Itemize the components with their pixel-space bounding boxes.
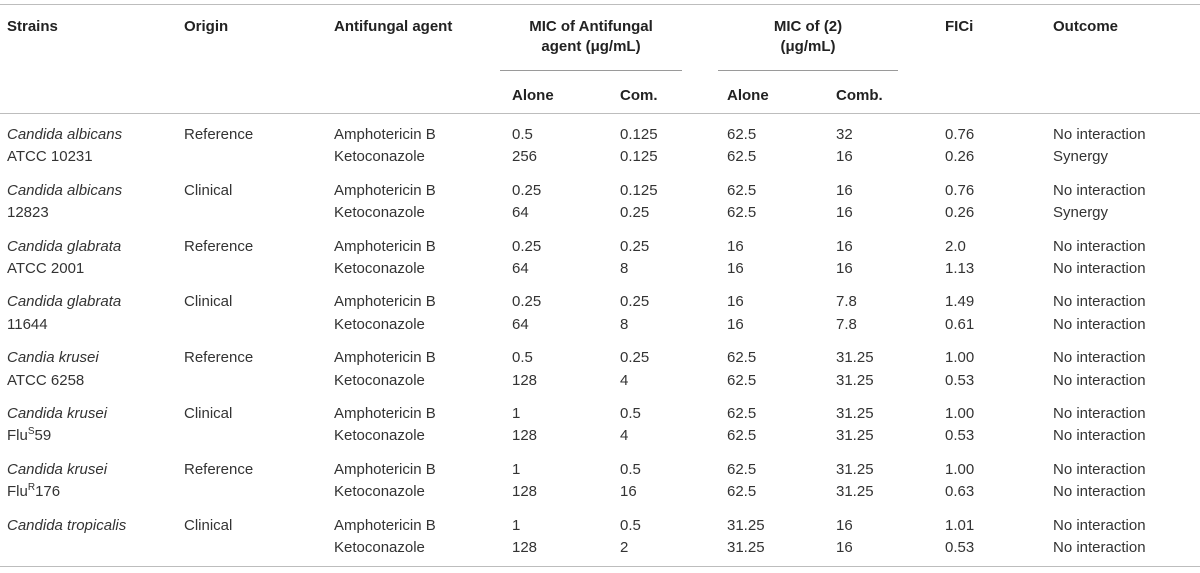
- antifungal-agent: Ketoconazole: [334, 372, 425, 389]
- strain-id: 11644: [7, 316, 48, 333]
- origin: Reference: [184, 349, 254, 366]
- mic-compound-alone: 31.25: [727, 539, 765, 556]
- fici-value: 1.49: [945, 293, 975, 310]
- mic-compound-alone: 62.5: [727, 405, 757, 422]
- strain-id-number: 59: [34, 427, 52, 444]
- mic-agent-alone: 128: [512, 483, 538, 500]
- mic-agent-alone: 256: [512, 148, 538, 165]
- mic-compound-combined: 7.8: [836, 293, 857, 310]
- fici-value: 0.53: [945, 427, 975, 444]
- antifungal-agent: Amphotericin B: [334, 461, 436, 478]
- strain-name: Candia krusei: [7, 349, 99, 366]
- strain-name: Candida glabrata: [7, 293, 122, 310]
- antifungal-agent: Ketoconazole: [334, 539, 425, 556]
- mic-agent-combined: 4: [620, 427, 629, 444]
- mic-compound-combined: 16: [836, 260, 853, 277]
- strain-name: Candida krusei: [7, 461, 108, 478]
- outcome: No interaction: [1053, 238, 1146, 255]
- fici-value: 2.0: [945, 238, 966, 255]
- mic-agent-alone: 64: [512, 316, 529, 333]
- mic-compound-alone: 62.5: [727, 372, 757, 389]
- header-alone-antifungal: Alone: [512, 87, 554, 104]
- outcome: No interaction: [1053, 517, 1146, 534]
- fici-value: 0.53: [945, 372, 975, 389]
- mic-compound-alone: 16: [727, 260, 744, 277]
- mic-agent-combined: 0.125: [620, 182, 658, 199]
- fici-value: 1.00: [945, 461, 975, 478]
- header-comb-compound: Comb.: [836, 87, 883, 104]
- outcome: No interaction: [1053, 483, 1146, 500]
- origin: Clinical: [184, 405, 233, 422]
- antifungal-agent: Ketoconazole: [334, 427, 425, 444]
- mic-compound-alone: 16: [727, 238, 744, 255]
- strain-id: ATCC 6258: [7, 372, 85, 389]
- mic-compound-alone: 62.5: [727, 461, 757, 478]
- table-top-rule: [0, 4, 1200, 5]
- fici-value: 0.53: [945, 539, 975, 556]
- mic-compound-combined: 31.25: [836, 372, 874, 389]
- mic-compound-alone: 62.5: [727, 204, 757, 221]
- strain-name: Candida albicans: [7, 182, 123, 199]
- mic-agent-alone: 128: [512, 372, 538, 389]
- mic-agent-combined: 16: [620, 483, 637, 500]
- mic-agent-combined: 0.5: [620, 405, 641, 422]
- mic-compound-combined: 31.25: [836, 427, 874, 444]
- mic-compound-combined: 31.25: [836, 483, 874, 500]
- strain-id-base: Flu: [7, 483, 28, 500]
- antifungal-agent: Ketoconazole: [334, 204, 425, 221]
- mic-compound-alone: 16: [727, 293, 744, 310]
- mic-compound-combined: 16: [836, 517, 853, 534]
- fici-value: 0.61: [945, 316, 975, 333]
- fici-value: 1.13: [945, 260, 975, 277]
- mic-agent-alone: 0.5: [512, 349, 533, 366]
- mic-agent-alone: 64: [512, 260, 529, 277]
- outcome: Synergy: [1053, 148, 1109, 165]
- outcome: No interaction: [1053, 316, 1146, 333]
- strain-id: ATCC 10231: [7, 148, 93, 165]
- fici-value: 0.76: [945, 126, 975, 143]
- mic-agent-combined: 0.5: [620, 461, 641, 478]
- mic-agent-combined: 4: [620, 372, 629, 389]
- mic-compound-combined: 31.25: [836, 405, 874, 422]
- outcome: No interaction: [1053, 461, 1146, 478]
- strain-id: ATCC 2001: [7, 260, 85, 277]
- mic-agent-alone: 1: [512, 405, 521, 422]
- mic-agent-alone: 0.25: [512, 293, 542, 310]
- header-mic2-line1: MIC of (2): [773, 18, 843, 35]
- mic-compound-alone: 62.5: [727, 427, 757, 444]
- strain-name: Candida glabrata: [7, 238, 122, 255]
- strain-name: Candida tropicalis: [7, 517, 127, 534]
- antifungal-agent: Amphotericin B: [334, 293, 436, 310]
- header-mic-antifungal-line1: MIC of Antifungal: [529, 18, 653, 35]
- header-bottom-rule: [0, 113, 1200, 114]
- mic-compound-alone: 62.5: [727, 349, 757, 366]
- mic-agent-combined: 8: [620, 316, 629, 333]
- header-mic-antifungal-underline: [500, 70, 682, 71]
- mic-compound-alone: 62.5: [727, 182, 757, 199]
- fici-value: 0.76: [945, 182, 975, 199]
- mic-agent-combined: 0.5: [620, 517, 641, 534]
- header-strains: Strains: [7, 18, 58, 35]
- outcome: No interaction: [1053, 260, 1146, 277]
- outcome: No interaction: [1053, 349, 1146, 366]
- strain-id-superscript: S: [27, 426, 35, 437]
- mic-agent-alone: 0.25: [512, 238, 542, 255]
- antifungal-agent: Amphotericin B: [334, 238, 436, 255]
- strain-id-superscript: R: [27, 482, 36, 493]
- mic-agent-combined: 8: [620, 260, 629, 277]
- outcome: No interaction: [1053, 293, 1146, 310]
- antifungal-agent: Ketoconazole: [334, 260, 425, 277]
- outcome: No interaction: [1053, 126, 1146, 143]
- mic-compound-combined: 16: [836, 182, 853, 199]
- fici-value: 1.01: [945, 517, 975, 534]
- mic-agent-combined: 0.25: [620, 238, 650, 255]
- mic-agent-alone: 128: [512, 427, 538, 444]
- origin: Reference: [184, 238, 254, 255]
- mic-agent-combined: 0.25: [620, 293, 650, 310]
- mic-compound-combined: 16: [836, 148, 853, 165]
- mic-agent-alone: 128: [512, 539, 538, 556]
- origin: Clinical: [184, 182, 233, 199]
- header-fici: FICi: [945, 18, 974, 35]
- outcome: No interaction: [1053, 539, 1146, 556]
- strain-id: 12823: [7, 204, 49, 221]
- outcome: No interaction: [1053, 182, 1146, 199]
- antifungal-agent: Amphotericin B: [334, 126, 436, 143]
- mic-agent-combined: 0.125: [620, 148, 658, 165]
- strain-name: Candida krusei: [7, 405, 108, 422]
- table-bottom-rule: [0, 566, 1200, 567]
- mic-agent-alone: 1: [512, 461, 521, 478]
- mic-agent-alone: 64: [512, 204, 529, 221]
- origin: Reference: [184, 461, 254, 478]
- fici-value: 1.00: [945, 405, 975, 422]
- mic-agent-combined: 0.25: [620, 349, 650, 366]
- fici-value: 0.63: [945, 483, 975, 500]
- header-alone-compound: Alone: [727, 87, 769, 104]
- fici-value: 1.00: [945, 349, 975, 366]
- mic-compound-alone: 62.5: [727, 148, 757, 165]
- mic-agent-combined: 0.125: [620, 126, 658, 143]
- mic-compound-combined: 32: [836, 126, 853, 143]
- strain-id-base: Flu: [7, 427, 28, 444]
- outcome: No interaction: [1053, 372, 1146, 389]
- mic-compound-combined: 31.25: [836, 349, 874, 366]
- mic-agent-alone: 1: [512, 517, 521, 534]
- fici-value: 0.26: [945, 204, 975, 221]
- origin: Clinical: [184, 517, 233, 534]
- outcome: No interaction: [1053, 427, 1146, 444]
- mic-compound-alone: 62.5: [727, 126, 757, 143]
- origin: Clinical: [184, 293, 233, 310]
- header-outcome: Outcome: [1053, 18, 1119, 35]
- strain-id-number: 176: [35, 483, 61, 500]
- header-mic-compound-2: [718, 17, 898, 57]
- strain-id: [7, 481, 60, 503]
- fici-value: 0.26: [945, 148, 975, 165]
- header-mic-antifungal-line2: agent (μg/mL): [541, 38, 641, 55]
- mic-compound-combined: 16: [836, 539, 853, 556]
- antifungal-agent: Ketoconazole: [334, 483, 425, 500]
- header-mic2-underline: [718, 70, 898, 71]
- mic-compound-combined: 7.8: [836, 316, 857, 333]
- mic-compound-combined: 31.25: [836, 461, 874, 478]
- header-mic2-line2: (μg/mL): [780, 38, 836, 55]
- outcome: Synergy: [1053, 204, 1109, 221]
- mic-compound-alone: 62.5: [727, 483, 757, 500]
- strain-name: Candida albicans: [7, 126, 123, 143]
- mic-compound-alone: 31.25: [727, 517, 765, 534]
- mic-agent-alone: 0.25: [512, 182, 542, 199]
- mic-compound-alone: 16: [727, 316, 744, 333]
- antifungal-agent: Amphotericin B: [334, 349, 436, 366]
- header-mic-antifungal: [500, 17, 682, 57]
- antifungal-agent: Ketoconazole: [334, 148, 425, 165]
- antifungal-agent: Amphotericin B: [334, 182, 436, 199]
- header-antifungal-agent: Antifungal agent: [334, 18, 453, 35]
- strain-id: [7, 425, 51, 447]
- mic-agent-combined: 2: [620, 539, 629, 556]
- antifungal-agent: Ketoconazole: [334, 316, 425, 333]
- antifungal-agent: Amphotericin B: [334, 517, 436, 534]
- origin: Reference: [184, 126, 254, 143]
- mic-agent-alone: 0.5: [512, 126, 533, 143]
- outcome: No interaction: [1053, 405, 1146, 422]
- header-com-antifungal: Com.: [620, 87, 658, 104]
- mic-compound-combined: 16: [836, 204, 853, 221]
- header-origin: Origin: [184, 18, 229, 35]
- antifungal-agent: Amphotericin B: [334, 405, 436, 422]
- mic-agent-combined: 0.25: [620, 204, 650, 221]
- mic-compound-combined: 16: [836, 238, 853, 255]
